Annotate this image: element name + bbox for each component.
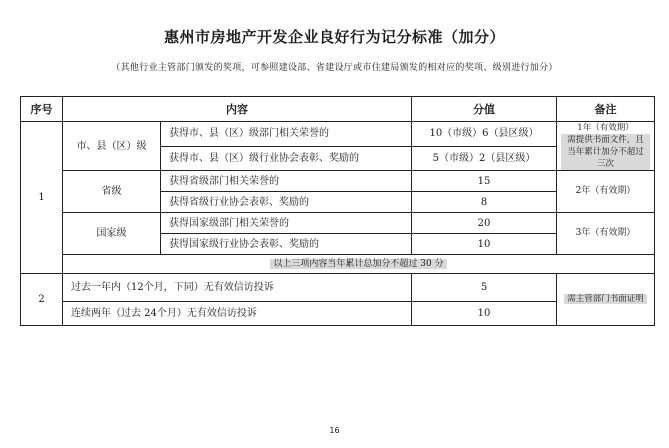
item-desc: 连续两年（过去 24个月）无有效信访投诉 [63, 302, 412, 326]
item-score: 10 [412, 234, 557, 255]
item-desc: 过去一年内（12个月，下同）无有效信访投诉 [63, 274, 412, 302]
item-desc: 获得市、县（区）级部门相关荣誉的 [161, 122, 412, 147]
table-row [21, 122, 655, 147]
table-header-row [21, 97, 655, 122]
note-cell-group2 [557, 274, 655, 326]
note-validity: 1年（有效期） [577, 123, 634, 133]
note-highlight: 需提供书面文件，且当年累计加分不超过三次 [561, 134, 650, 170]
page-number: 16 [329, 426, 340, 435]
note-cell-national: 3年（有效期） [557, 213, 655, 255]
level-cell-city: 市、县（区）级 [63, 122, 161, 171]
item-score: 10（市级）6（县区级） [412, 122, 557, 147]
scoring-table [20, 96, 655, 326]
header-note: 备注 [557, 97, 655, 122]
level-cell-national: 国家级 [63, 213, 161, 255]
note-cell-province: 2年（有效期） [557, 171, 655, 213]
note-highlight: 需主管部门书面证明 [564, 294, 647, 304]
item-desc: 获得省级行业协会表彰、奖励的 [161, 192, 412, 213]
table-row [21, 213, 655, 234]
summary-cell [63, 255, 655, 274]
item-desc: 获得省级部门相关荣誉的 [161, 171, 412, 192]
summary-row [21, 255, 655, 274]
item-score: 8 [412, 192, 557, 213]
item-desc: 获得市、县（区）级行业协会表彰、奖励的 [161, 146, 412, 171]
summary-text: 以上三项内容当年累计总加分不超过 30 分 [270, 259, 446, 269]
item-score: 10 [412, 302, 557, 326]
header-score: 分值 [412, 97, 557, 122]
item-desc: 获得国家级部门相关荣誉的 [161, 213, 412, 234]
table-row [21, 171, 655, 192]
page-subtitle: （其他行业主管部门颁发的奖项，可参照建设部、省建设厅或市住建局颁发的相对应的奖项、级别进行加分） [111, 63, 558, 73]
level-cell-province: 省级 [63, 171, 161, 213]
seq-cell-2: 2 [21, 274, 63, 326]
note-cell-city [557, 122, 655, 171]
item-score: 5 [412, 274, 557, 302]
item-score: 5（市级）2（县区级） [412, 146, 557, 171]
header-content: 内容 [63, 97, 412, 122]
header-seq: 序号 [21, 97, 63, 122]
page-title: 惠州市房地产开发企业良好行为记分标准（加分） [163, 28, 505, 46]
table-row [21, 274, 655, 302]
item-desc: 获得国家级行业协会表彰、奖励的 [161, 234, 412, 255]
item-score: 20 [412, 213, 557, 234]
seq-cell-1: 1 [21, 122, 63, 274]
item-score: 15 [412, 171, 557, 192]
